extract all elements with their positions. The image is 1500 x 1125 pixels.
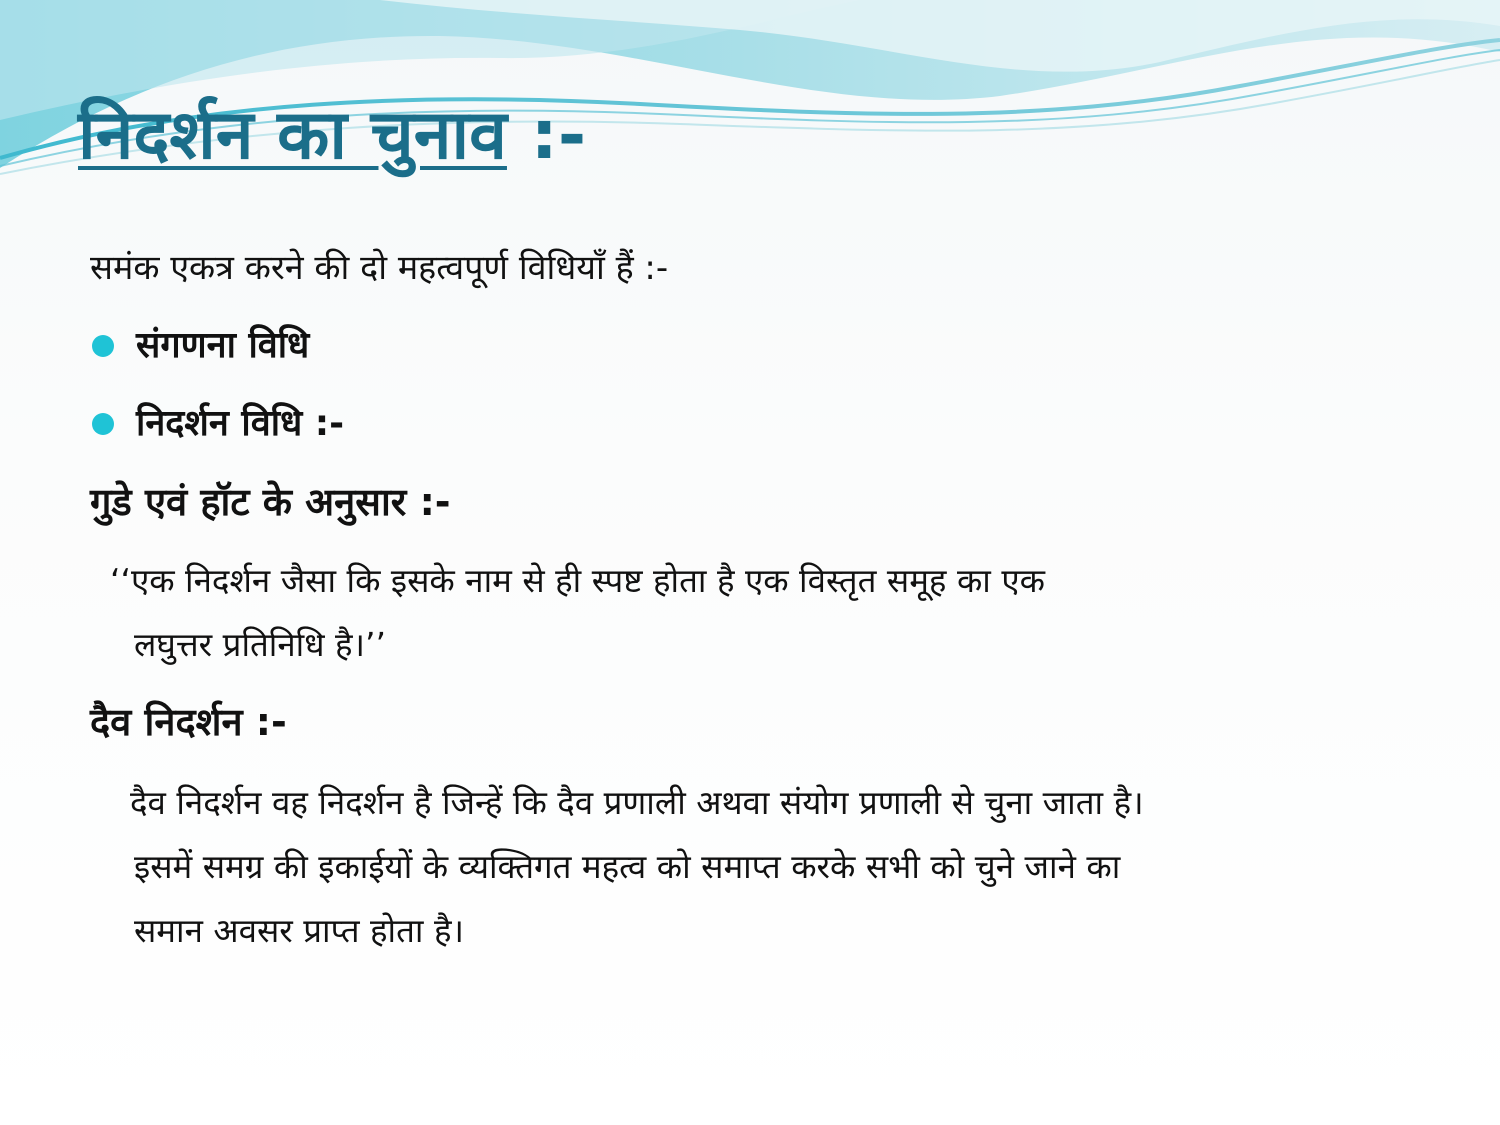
body-line-2: इसमें समग्र की इकाईयों के व्यक्तिगत महत्व को समाप्त करके सभी को चुने जाने का	[134, 847, 1121, 886]
section-heading-goode-hatt: गुडे एवं हॉट के अनुसार :-	[90, 480, 451, 524]
bullet-dot-icon	[92, 413, 114, 435]
quote-line-2: लघुत्तर प्रतिनिधि है।’’	[134, 625, 387, 664]
bullet-item-sampling-method	[92, 396, 344, 452]
quote-line-1: ‘‘एक निदर्शन जैसा कि इसके नाम से ही स्पष्ट होता है एक विस्तृत समूह का एक	[110, 561, 1045, 600]
bullet-text: निदर्शन विधि :-	[136, 403, 345, 444]
bullet-text: संगणना विधि	[136, 325, 310, 366]
slide-title-text: निदर्शन का चुनाव	[78, 96, 507, 175]
intro-line: समंक एकत्र करने की दो महत्वपूर्ण विधियाँ हैं :-	[90, 248, 669, 288]
bullet-dot-icon	[92, 335, 114, 357]
slide-title	[78, 88, 586, 184]
slide-title-suffix: :-	[506, 96, 587, 175]
bullet-item-census-method	[92, 318, 309, 374]
body-line-3: समान अवसर प्राप्त होता है।	[134, 911, 464, 950]
section-heading-random-sampling: दैव निदर्शन :-	[90, 700, 287, 744]
body-line-1: दैव निदर्शन वह निदर्शन है जिन्हें कि दैव प्रणाली अथवा संयोग प्रणाली से चुना जाता है।	[130, 783, 1144, 822]
